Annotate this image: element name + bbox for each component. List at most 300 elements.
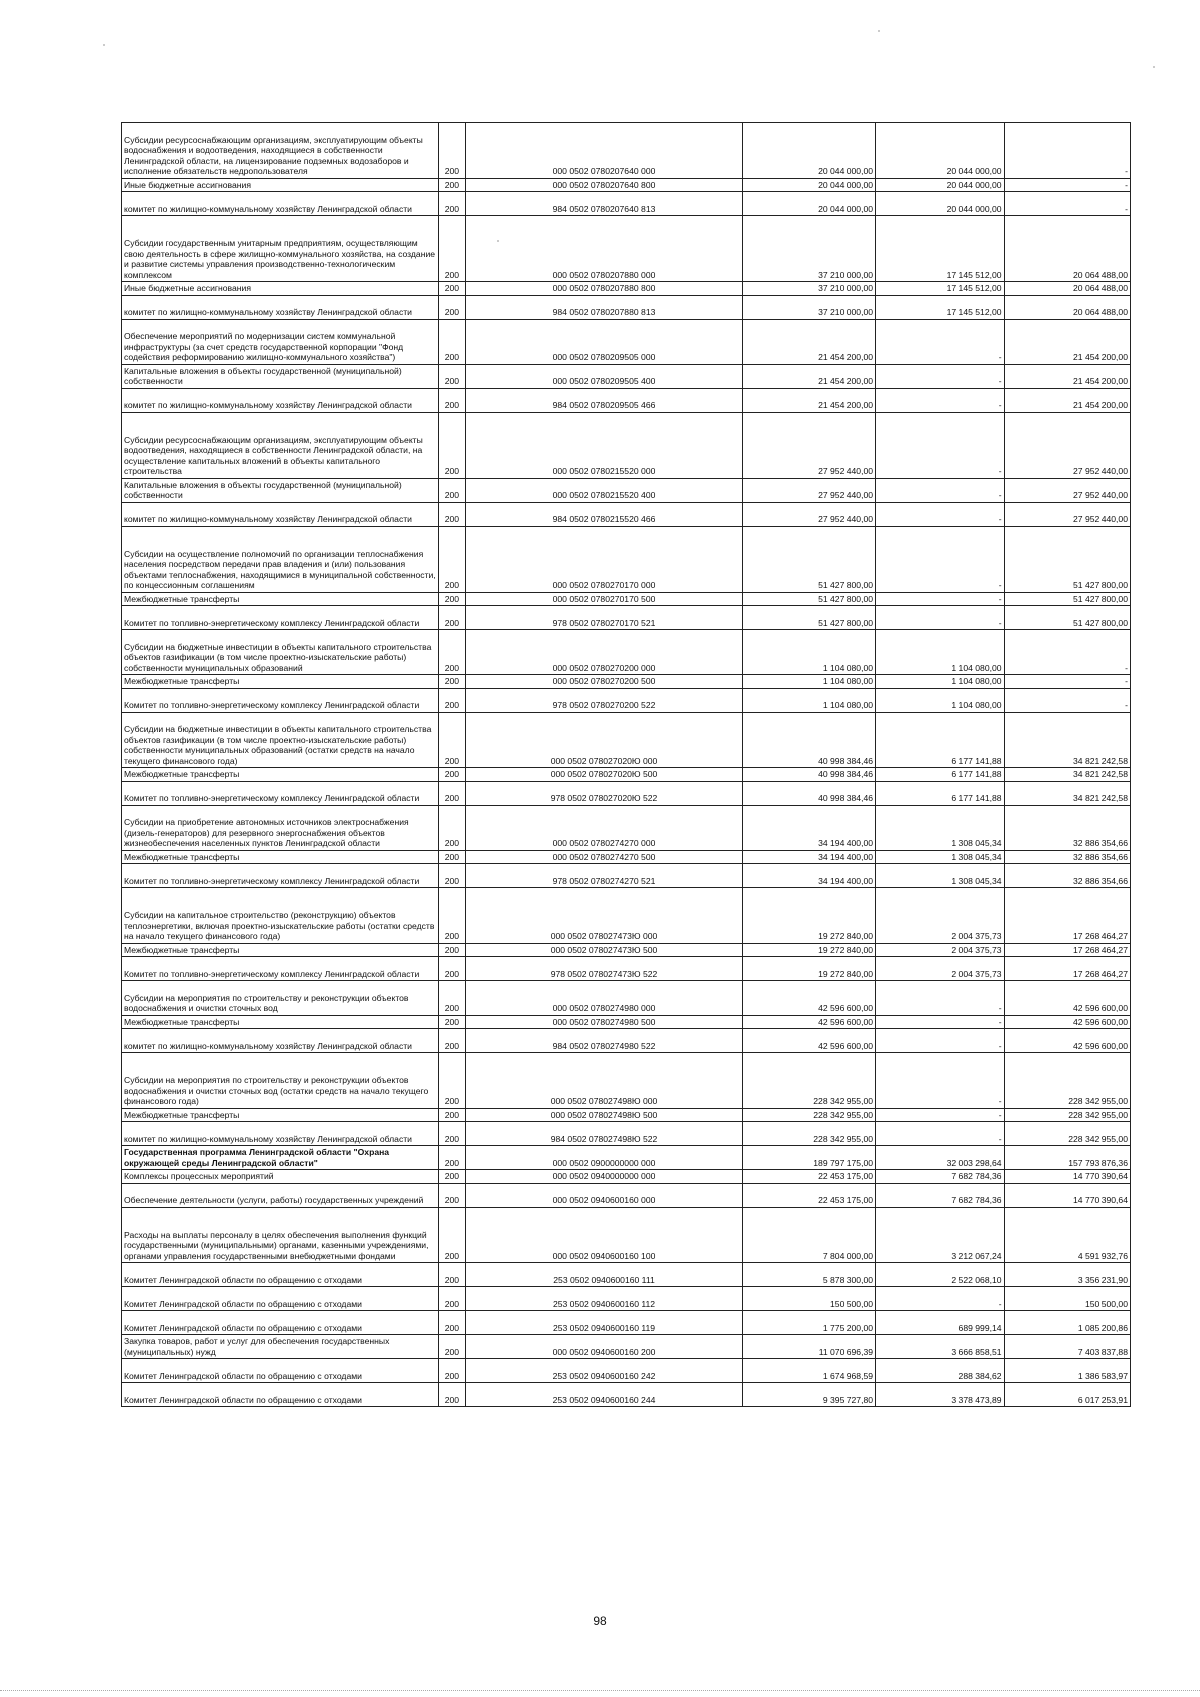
- row-classification-code: 000 0502 0780207880 000: [465, 216, 742, 282]
- row-executed-amount: 1 104 080,00: [876, 688, 1005, 712]
- row-approved-amount: 42 596 600,00: [743, 1015, 876, 1029]
- row-name: Комитет Ленинградской области по обращению с отходами: [122, 1311, 439, 1335]
- row-executed-amount: 17 145 512,00: [876, 282, 1005, 296]
- row-admin-code: 200: [439, 888, 466, 944]
- row-classification-code: 984 0502 0780207640 813: [465, 192, 742, 216]
- row-classification-code: 000 0502 0780274270 500: [465, 850, 742, 864]
- row-approved-amount: 34 194 400,00: [743, 850, 876, 864]
- row-classification-code: 000 0502 078027020Ю 500: [465, 768, 742, 782]
- row-approved-amount: 21 454 200,00: [743, 319, 876, 364]
- row-executed-amount: -: [876, 1287, 1005, 1311]
- row-name: Межбюджетные трансферты: [122, 1108, 439, 1122]
- row-executed-amount: 2 004 375,73: [876, 888, 1005, 944]
- row-classification-code: 000 0502 0780270170 500: [465, 592, 742, 606]
- table-row: [122, 216, 1131, 282]
- row-name: Комитет Ленинградской области по обращению с отходами: [122, 1263, 439, 1287]
- row-classification-code: 000 0502 0780270170 000: [465, 526, 742, 592]
- table-row: [122, 1207, 1131, 1263]
- table-row: [122, 1263, 1131, 1287]
- row-classification-code: 978 0502 0780270170 521: [465, 606, 742, 630]
- row-name: Расходы на выплаты персоналу в целях обеспечения выполнения функций государственными (муниципальными) органами, казенными учреждениями, органами управления государственными внебюджетными фондами: [122, 1207, 439, 1263]
- row-classification-code: 000 0502 078027473Ю 000: [465, 888, 742, 944]
- row-remaining-amount: 157 793 876,36: [1004, 1146, 1130, 1170]
- row-approved-amount: 19 272 840,00: [743, 943, 876, 957]
- row-remaining-amount: -: [1004, 192, 1130, 216]
- row-admin-code: 200: [439, 688, 466, 712]
- row-admin-code: 200: [439, 712, 466, 768]
- row-approved-amount: 22 453 175,00: [743, 1183, 876, 1207]
- table-row: [122, 412, 1131, 478]
- row-approved-amount: 51 427 800,00: [743, 526, 876, 592]
- row-executed-amount: 17 145 512,00: [876, 216, 1005, 282]
- row-admin-code: 200: [439, 1287, 466, 1311]
- row-executed-amount: -: [876, 388, 1005, 412]
- table-row: [122, 850, 1131, 864]
- row-name: Комплексы процессных мероприятий: [122, 1170, 439, 1184]
- row-name: Субсидии ресурсоснабжающим организациям, эксплуатирующим объекты водоотведения, находящиеся в собственности Ленинградской области, на осуществление капитальных вложений в объекты капитального строительства: [122, 412, 439, 478]
- row-classification-code: 253 0502 0940600160 244: [465, 1383, 742, 1407]
- row-executed-amount: -: [876, 1015, 1005, 1029]
- row-approved-amount: 150 500,00: [743, 1287, 876, 1311]
- row-executed-amount: 7 682 784,36: [876, 1170, 1005, 1184]
- row-approved-amount: 1 104 080,00: [743, 630, 876, 675]
- row-classification-code: 984 0502 0780207880 813: [465, 295, 742, 319]
- row-name: Иные бюджетные ассигнования: [122, 282, 439, 296]
- row-executed-amount: -: [876, 1122, 1005, 1146]
- row-name: Иные бюджетные ассигнования: [122, 178, 439, 192]
- scan-edge: [0, 1690, 1200, 1692]
- table-row: [122, 388, 1131, 412]
- table-row: [122, 1287, 1131, 1311]
- table-row: [122, 123, 1131, 179]
- row-name: Межбюджетные трансферты: [122, 768, 439, 782]
- row-approved-amount: 20 044 000,00: [743, 178, 876, 192]
- row-approved-amount: 7 804 000,00: [743, 1207, 876, 1263]
- table-row: [122, 1108, 1131, 1122]
- row-remaining-amount: 1 085 200,86: [1004, 1311, 1130, 1335]
- row-remaining-amount: 32 886 354,66: [1004, 850, 1130, 864]
- row-admin-code: 200: [439, 864, 466, 888]
- row-name: Межбюджетные трансферты: [122, 1015, 439, 1029]
- row-approved-amount: 21 454 200,00: [743, 364, 876, 388]
- table-row: [122, 1183, 1131, 1207]
- row-approved-amount: 22 453 175,00: [743, 1170, 876, 1184]
- table-row: [122, 805, 1131, 850]
- row-name: Государственная программа Ленинградской области "Охрана окружающей среды Ленинградской области": [122, 1146, 439, 1170]
- row-executed-amount: -: [876, 1108, 1005, 1122]
- row-remaining-amount: 21 454 200,00: [1004, 319, 1130, 364]
- table-row: [122, 1015, 1131, 1029]
- row-admin-code: 200: [439, 1359, 466, 1383]
- row-approved-amount: 1 674 968,59: [743, 1359, 876, 1383]
- row-approved-amount: 20 044 000,00: [743, 192, 876, 216]
- row-name: Комитет Ленинградской области по обращению с отходами: [122, 1383, 439, 1407]
- row-admin-code: 200: [439, 592, 466, 606]
- row-classification-code: 000 0502 0780270200 000: [465, 630, 742, 675]
- row-admin-code: 200: [439, 478, 466, 502]
- row-classification-code: 000 0502 078027020Ю 000: [465, 712, 742, 768]
- row-admin-code: 200: [439, 1311, 466, 1335]
- row-approved-amount: 27 952 440,00: [743, 478, 876, 502]
- table-row: [122, 319, 1131, 364]
- row-admin-code: 200: [439, 123, 466, 179]
- table-row: [122, 364, 1131, 388]
- table-row: [122, 1029, 1131, 1053]
- row-remaining-amount: 32 886 354,66: [1004, 864, 1130, 888]
- row-approved-amount: 19 272 840,00: [743, 888, 876, 944]
- row-executed-amount: 689 999,14: [876, 1311, 1005, 1335]
- row-remaining-amount: -: [1004, 123, 1130, 179]
- row-classification-code: 000 0502 0780274980 000: [465, 981, 742, 1016]
- row-admin-code: 200: [439, 364, 466, 388]
- table-row: [122, 606, 1131, 630]
- table-body: [122, 123, 1131, 1407]
- row-classification-code: 984 0502 0780209505 466: [465, 388, 742, 412]
- row-approved-amount: 51 427 800,00: [743, 592, 876, 606]
- row-executed-amount: 20 044 000,00: [876, 192, 1005, 216]
- row-executed-amount: 2 004 375,73: [876, 943, 1005, 957]
- table-row: [122, 192, 1131, 216]
- row-executed-amount: 32 003 298,64: [876, 1146, 1005, 1170]
- row-name: Капитальные вложения в объекты государственной (муниципальной) собственности: [122, 478, 439, 502]
- row-admin-code: 200: [439, 805, 466, 850]
- row-admin-code: 200: [439, 526, 466, 592]
- row-name: Субсидии ресурсоснабжающим организациям, эксплуатирующим объекты водоснабжения и водоотведения, находящиеся в собственности Ленинградской области, на лицензирование подземных водозаборов и исполнение обязательств недропользователя: [122, 123, 439, 179]
- row-classification-code: 000 0502 0780207880 800: [465, 282, 742, 296]
- row-admin-code: 200: [439, 957, 466, 981]
- table-row: [122, 630, 1131, 675]
- scan-speck: [103, 44, 105, 46]
- row-executed-amount: 3 212 067,24: [876, 1207, 1005, 1263]
- scan-speck: [497, 240, 499, 242]
- row-approved-amount: 42 596 600,00: [743, 981, 876, 1016]
- row-remaining-amount: 42 596 600,00: [1004, 1015, 1130, 1029]
- row-executed-amount: 1 308 045,34: [876, 850, 1005, 864]
- row-name: Комитет по топливно-энергетическому комплексу Ленинградской области: [122, 606, 439, 630]
- row-executed-amount: 6 177 141,88: [876, 781, 1005, 805]
- row-approved-amount: 1 104 080,00: [743, 675, 876, 689]
- row-admin-code: 200: [439, 943, 466, 957]
- row-name: Межбюджетные трансферты: [122, 943, 439, 957]
- row-remaining-amount: 51 427 800,00: [1004, 606, 1130, 630]
- row-name: Межбюджетные трансферты: [122, 592, 439, 606]
- row-remaining-amount: 228 342 955,00: [1004, 1053, 1130, 1109]
- row-name: Субсидии на мероприятия по строительству и реконструкции объектов водоснабжения и очистки сточных вод (остатки средств на начало текущего финансового года): [122, 1053, 439, 1109]
- row-admin-code: 200: [439, 388, 466, 412]
- row-classification-code: 000 0502 0780207640 800: [465, 178, 742, 192]
- row-approved-amount: 189 797 175,00: [743, 1146, 876, 1170]
- row-admin-code: 200: [439, 981, 466, 1016]
- row-executed-amount: -: [876, 364, 1005, 388]
- row-name: Субсидии государственным унитарным предприятиям, осуществляющим свою деятельность в сфере жилищно-коммунального хозяйства, на создание и развитие системы управления производственно-технологическим комплексом: [122, 216, 439, 282]
- row-classification-code: 253 0502 0940600160 111: [465, 1263, 742, 1287]
- row-classification-code: 253 0502 0940600160 119: [465, 1311, 742, 1335]
- row-executed-amount: -: [876, 981, 1005, 1016]
- row-name: комитет по жилищно-коммунальному хозяйству Ленинградской области: [122, 1122, 439, 1146]
- row-remaining-amount: 21 454 200,00: [1004, 388, 1130, 412]
- row-executed-amount: -: [876, 319, 1005, 364]
- row-name: Субсидии на осуществление полномочий по организации теплоснабжения населения посредством передачи прав владения и (или) пользования объектами теплоснабжения, находящимися в муниципальной собственности, по концессионным соглашениям: [122, 526, 439, 592]
- row-classification-code: 000 0502 078027498Ю 500: [465, 1108, 742, 1122]
- row-remaining-amount: 51 427 800,00: [1004, 592, 1130, 606]
- row-remaining-amount: 228 342 955,00: [1004, 1108, 1130, 1122]
- row-remaining-amount: -: [1004, 630, 1130, 675]
- row-approved-amount: 1 775 200,00: [743, 1311, 876, 1335]
- row-classification-code: 978 0502 078027473Ю 522: [465, 957, 742, 981]
- row-executed-amount: -: [876, 478, 1005, 502]
- row-executed-amount: -: [876, 1029, 1005, 1053]
- table-row: [122, 957, 1131, 981]
- row-name: Комитет Ленинградской области по обращению с отходами: [122, 1287, 439, 1311]
- row-admin-code: 200: [439, 1383, 466, 1407]
- row-name: Комитет Ленинградской области по обращению с отходами: [122, 1359, 439, 1383]
- row-executed-amount: 2 522 068,10: [876, 1263, 1005, 1287]
- page-number: 98: [593, 1614, 607, 1628]
- row-approved-amount: 11 070 696,39: [743, 1335, 876, 1359]
- table-row: [122, 768, 1131, 782]
- row-executed-amount: 3 666 858,51: [876, 1335, 1005, 1359]
- table-row: [122, 981, 1131, 1016]
- row-approved-amount: 20 044 000,00: [743, 123, 876, 179]
- row-executed-amount: 6 177 141,88: [876, 768, 1005, 782]
- row-classification-code: 253 0502 0940600160 242: [465, 1359, 742, 1383]
- row-classification-code: 000 0502 0900000000 000: [465, 1146, 742, 1170]
- table-row: [122, 526, 1131, 592]
- row-approved-amount: 51 427 800,00: [743, 606, 876, 630]
- row-remaining-amount: 27 952 440,00: [1004, 502, 1130, 526]
- row-executed-amount: 20 044 000,00: [876, 178, 1005, 192]
- table-row: [122, 1383, 1131, 1407]
- row-approved-amount: 40 998 384,46: [743, 768, 876, 782]
- row-approved-amount: 5 878 300,00: [743, 1263, 876, 1287]
- row-approved-amount: 34 194 400,00: [743, 864, 876, 888]
- row-approved-amount: 27 952 440,00: [743, 502, 876, 526]
- row-classification-code: 978 0502 078027020Ю 522: [465, 781, 742, 805]
- row-remaining-amount: 14 770 390,64: [1004, 1170, 1130, 1184]
- row-classification-code: 253 0502 0940600160 112: [465, 1287, 742, 1311]
- row-executed-amount: -: [876, 526, 1005, 592]
- row-remaining-amount: 42 596 600,00: [1004, 981, 1130, 1016]
- table-row: [122, 502, 1131, 526]
- table-row: [122, 675, 1131, 689]
- row-remaining-amount: -: [1004, 178, 1130, 192]
- table-row: [122, 1146, 1131, 1170]
- table-row: [122, 688, 1131, 712]
- row-admin-code: 200: [439, 850, 466, 864]
- row-executed-amount: 1 308 045,34: [876, 805, 1005, 850]
- row-remaining-amount: 34 821 242,58: [1004, 768, 1130, 782]
- table-row: [122, 178, 1131, 192]
- row-admin-code: 200: [439, 606, 466, 630]
- row-remaining-amount: 4 591 932,76: [1004, 1207, 1130, 1263]
- row-classification-code: 000 0502 0780274980 500: [465, 1015, 742, 1029]
- row-admin-code: 200: [439, 1183, 466, 1207]
- row-executed-amount: -: [876, 606, 1005, 630]
- row-remaining-amount: 20 064 488,00: [1004, 216, 1130, 282]
- row-classification-code: 000 0502 0780215520 000: [465, 412, 742, 478]
- row-admin-code: 200: [439, 768, 466, 782]
- row-admin-code: 200: [439, 412, 466, 478]
- row-name: Межбюджетные трансферты: [122, 675, 439, 689]
- row-approved-amount: 228 342 955,00: [743, 1108, 876, 1122]
- budget-sheet: [121, 122, 1131, 1407]
- row-classification-code: 984 0502 0780215520 466: [465, 502, 742, 526]
- row-remaining-amount: 6 017 253,91: [1004, 1383, 1130, 1407]
- row-admin-code: 200: [439, 319, 466, 364]
- row-approved-amount: 37 210 000,00: [743, 216, 876, 282]
- row-remaining-amount: 150 500,00: [1004, 1287, 1130, 1311]
- row-name: Комитет по топливно-энергетическому комплексу Ленинградской области: [122, 864, 439, 888]
- row-admin-code: 200: [439, 216, 466, 282]
- table-row: [122, 592, 1131, 606]
- row-classification-code: 978 0502 0780270200 522: [465, 688, 742, 712]
- row-name: Обеспечение деятельности (услуги, работы) государственных учреждений: [122, 1183, 439, 1207]
- row-classification-code: 000 0502 0780209505 400: [465, 364, 742, 388]
- row-name: Комитет по топливно-энергетическому комплексу Ленинградской области: [122, 781, 439, 805]
- row-classification-code: 984 0502 0780274980 522: [465, 1029, 742, 1053]
- row-remaining-amount: 14 770 390,64: [1004, 1183, 1130, 1207]
- table-row: [122, 943, 1131, 957]
- table-row: [122, 1053, 1131, 1109]
- row-remaining-amount: -: [1004, 675, 1130, 689]
- row-name: комитет по жилищно-коммунальному хозяйству Ленинградской области: [122, 192, 439, 216]
- row-name: Субсидии на бюджетные инвестиции в объекты капитального строительства объектов газификации (в том числе проектно-изыскательские работы) собственности муниципальных образований (остатки средств на начало текущего финансового года): [122, 712, 439, 768]
- row-classification-code: 000 0502 0780209505 000: [465, 319, 742, 364]
- row-executed-amount: 288 384,62: [876, 1359, 1005, 1383]
- row-remaining-amount: 21 454 200,00: [1004, 364, 1130, 388]
- row-executed-amount: 3 378 473,89: [876, 1383, 1005, 1407]
- row-name: Комитет по топливно-энергетическому комплексу Ленинградской области: [122, 688, 439, 712]
- row-approved-amount: 228 342 955,00: [743, 1053, 876, 1109]
- row-admin-code: 200: [439, 1053, 466, 1109]
- table-row: [122, 1359, 1131, 1383]
- row-admin-code: 200: [439, 502, 466, 526]
- row-approved-amount: 40 998 384,46: [743, 712, 876, 768]
- row-remaining-amount: 34 821 242,58: [1004, 712, 1130, 768]
- row-classification-code: 000 0502 0940600160 200: [465, 1335, 742, 1359]
- row-name: Закупка товаров, работ и услуг для обеспечения государственных (муниципальных) нужд: [122, 1335, 439, 1359]
- row-name: Субсидии на бюджетные инвестиции в объекты капитального строительства объектов газификации (в том числе проектно-изыскательские работы) собственности муниципальных образований: [122, 630, 439, 675]
- scan-speck: [878, 30, 880, 32]
- row-approved-amount: 34 194 400,00: [743, 805, 876, 850]
- row-executed-amount: 6 177 141,88: [876, 712, 1005, 768]
- row-name: Обеспечение мероприятий по модернизации систем коммунальной инфраструктуры (за счет средств государственной корпорации "Фонд содействия реформированию жилищно-коммунального хозяйства"): [122, 319, 439, 364]
- row-remaining-amount: 20 064 488,00: [1004, 295, 1130, 319]
- row-admin-code: 200: [439, 192, 466, 216]
- row-remaining-amount: 17 268 464,27: [1004, 957, 1130, 981]
- row-admin-code: 200: [439, 781, 466, 805]
- row-remaining-amount: 17 268 464,27: [1004, 943, 1130, 957]
- table-row: [122, 864, 1131, 888]
- row-admin-code: 200: [439, 295, 466, 319]
- table-row: [122, 478, 1131, 502]
- row-executed-amount: -: [876, 592, 1005, 606]
- row-name: Субсидии на капитальное строительство (реконструкцию) объектов теплоэнергетики, включая проектно-изыскательские работы (остатки средств на начало текущего финансового года): [122, 888, 439, 944]
- row-remaining-amount: 51 427 800,00: [1004, 526, 1130, 592]
- table-row: [122, 1122, 1131, 1146]
- row-approved-amount: 9 395 727,80: [743, 1383, 876, 1407]
- row-approved-amount: 228 342 955,00: [743, 1122, 876, 1146]
- row-admin-code: 200: [439, 1029, 466, 1053]
- row-classification-code: 000 0502 0940600160 100: [465, 1207, 742, 1263]
- row-approved-amount: 37 210 000,00: [743, 282, 876, 296]
- row-approved-amount: 19 272 840,00: [743, 957, 876, 981]
- row-name: Субсидии на приобретение автономных источников электроснабжения (дизель-генераторов) для резервного энергоснабжения объектов жизнеобеспечения населенных пунктов Ленинградской области: [122, 805, 439, 850]
- row-executed-amount: 2 004 375,73: [876, 957, 1005, 981]
- row-remaining-amount: 7 403 837,88: [1004, 1335, 1130, 1359]
- row-classification-code: 000 0502 0780270200 500: [465, 675, 742, 689]
- row-remaining-amount: 20 064 488,00: [1004, 282, 1130, 296]
- table-row: [122, 295, 1131, 319]
- row-remaining-amount: 27 952 440,00: [1004, 412, 1130, 478]
- table-row: [122, 1170, 1131, 1184]
- row-admin-code: 200: [439, 1122, 466, 1146]
- row-executed-amount: 1 308 045,34: [876, 864, 1005, 888]
- row-executed-amount: -: [876, 1053, 1005, 1109]
- table-row: [122, 712, 1131, 768]
- row-classification-code: 000 0502 0780215520 400: [465, 478, 742, 502]
- row-classification-code: 000 0502 0940000000 000: [465, 1170, 742, 1184]
- row-executed-amount: 20 044 000,00: [876, 123, 1005, 179]
- row-remaining-amount: 32 886 354,66: [1004, 805, 1130, 850]
- row-admin-code: 200: [439, 1207, 466, 1263]
- row-name: Капитальные вложения в объекты государственной (муниципальной) собственности: [122, 364, 439, 388]
- table-row: [122, 781, 1131, 805]
- row-remaining-amount: 1 386 583,97: [1004, 1359, 1130, 1383]
- row-admin-code: 200: [439, 1108, 466, 1122]
- scan-speck: [1153, 66, 1155, 68]
- row-approved-amount: 27 952 440,00: [743, 412, 876, 478]
- table-row: [122, 1335, 1131, 1359]
- row-name: комитет по жилищно-коммунальному хозяйству Ленинградской области: [122, 502, 439, 526]
- row-executed-amount: 1 104 080,00: [876, 675, 1005, 689]
- row-name: Комитет по топливно-энергетическому комплексу Ленинградской области: [122, 957, 439, 981]
- row-admin-code: 200: [439, 630, 466, 675]
- row-admin-code: 200: [439, 282, 466, 296]
- budget-execution-table: [121, 122, 1131, 1407]
- row-approved-amount: 1 104 080,00: [743, 688, 876, 712]
- row-approved-amount: 42 596 600,00: [743, 1029, 876, 1053]
- row-remaining-amount: -: [1004, 688, 1130, 712]
- table-row: [122, 888, 1131, 944]
- row-remaining-amount: 228 342 955,00: [1004, 1122, 1130, 1146]
- row-classification-code: 000 0502 0780207640 000: [465, 123, 742, 179]
- row-name: комитет по жилищно-коммунальному хозяйству Ленинградской области: [122, 388, 439, 412]
- row-classification-code: 000 0502 078027498Ю 000: [465, 1053, 742, 1109]
- row-admin-code: 200: [439, 178, 466, 192]
- row-approved-amount: 21 454 200,00: [743, 388, 876, 412]
- row-classification-code: 978 0502 0780274270 521: [465, 864, 742, 888]
- row-admin-code: 200: [439, 1146, 466, 1170]
- row-remaining-amount: 27 952 440,00: [1004, 478, 1130, 502]
- row-admin-code: 200: [439, 675, 466, 689]
- row-remaining-amount: 34 821 242,58: [1004, 781, 1130, 805]
- row-executed-amount: 17 145 512,00: [876, 295, 1005, 319]
- row-classification-code: 984 0502 078027498Ю 522: [465, 1122, 742, 1146]
- row-remaining-amount: 17 268 464,27: [1004, 888, 1130, 944]
- row-approved-amount: 37 210 000,00: [743, 295, 876, 319]
- row-classification-code: 000 0502 0940600160 000: [465, 1183, 742, 1207]
- row-approved-amount: 40 998 384,46: [743, 781, 876, 805]
- row-remaining-amount: 42 596 600,00: [1004, 1029, 1130, 1053]
- row-executed-amount: 7 682 784,36: [876, 1183, 1005, 1207]
- table-row: [122, 1311, 1131, 1335]
- row-name: комитет по жилищно-коммунальному хозяйству Ленинградской области: [122, 1029, 439, 1053]
- row-executed-amount: -: [876, 412, 1005, 478]
- row-executed-amount: 1 104 080,00: [876, 630, 1005, 675]
- row-admin-code: 200: [439, 1170, 466, 1184]
- row-classification-code: 000 0502 078027473Ю 500: [465, 943, 742, 957]
